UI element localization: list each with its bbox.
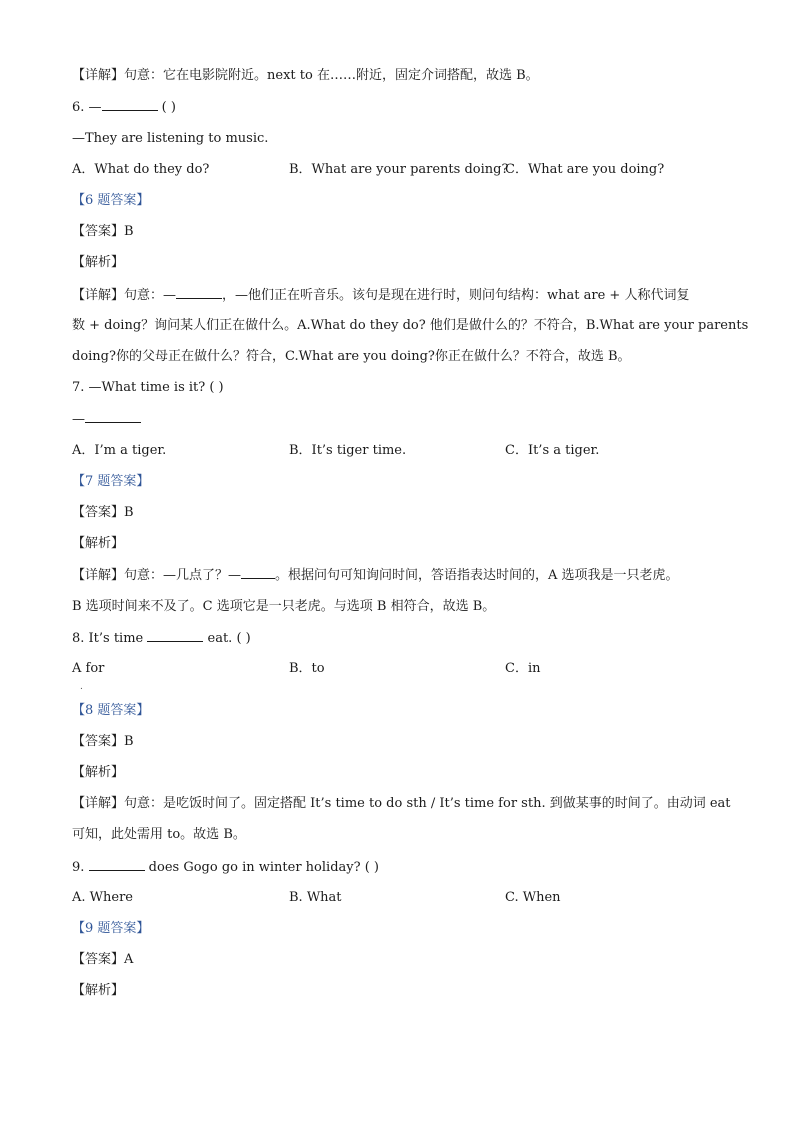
q9-stem-suffix: does Gogo go in winter holiday? ( ) [144, 860, 379, 875]
detail-text: 句意：是吃饭时间了。固定搭配 It’s time to do sth / It’s time for sth. 到做某事的时间了。由动词 eat [124, 796, 731, 811]
q7-response [72, 410, 729, 429]
q9-option-c: C. When [505, 890, 561, 905]
q9-analysis-label: 【解析】 [72, 983, 125, 998]
q6-option-c: C．What are you doing? [505, 162, 665, 177]
q8-option-c: C．in [505, 661, 541, 676]
q8-stem-suffix: eat. ( ) [203, 631, 251, 646]
detail-tag: 【详解】 [72, 796, 125, 811]
q6-option-b: B．What are your parents doing? [289, 162, 509, 177]
answer-blank [85, 410, 141, 423]
q6-stem [72, 98, 729, 117]
detail-text: ，—他们正在听音乐。该句是现在进行时，则问句结构：what are + 人称代词复 [222, 288, 690, 303]
q6-detail-line-1 [72, 286, 729, 305]
answer-blank [147, 629, 203, 642]
q7-option-a: A．I’m a tiger. [72, 443, 167, 458]
q8-answer: 【答案】B [72, 734, 134, 749]
detail-tag: 【详解】 [72, 568, 125, 583]
q9-option-a: A. Where [72, 890, 133, 905]
q9-stem [72, 858, 729, 877]
q9-answer: 【答案】A [72, 952, 134, 967]
detail-text: 。根据问句可知询问时间，答语指表达时间的，A 选项我是一只老虎。 [275, 568, 679, 583]
q8-stem-prefix: 8. It’s time [72, 631, 144, 646]
q7-response-prefix: — [72, 412, 85, 427]
q7-answer-heading: 【7 题答案】 [72, 474, 150, 489]
q6-answer-heading: 【6 题答案】 [72, 193, 150, 208]
q8-answer-heading: 【8 题答案】 [72, 703, 150, 718]
q9-stem-prefix: 9. [72, 860, 85, 875]
q5-detail-line [72, 67, 729, 85]
q7-analysis-label: 【解析】 [72, 536, 125, 551]
q6-detail-line-2: 数 + doing？询问某人们正在做什么。A.What do they do? 他们是做什么的？不符合，B.What are your parents [72, 318, 749, 333]
detail-tag: 【详解】 [72, 68, 125, 83]
q8-option-b: B．to [289, 661, 325, 676]
q7-detail-line-1 [72, 566, 729, 585]
q8-detail-line-2: 可知，此处需用 to。故选 B。 [72, 827, 246, 842]
q8-option-a: A for [72, 661, 105, 676]
q7-option-b: B．It’s tiger time. [289, 443, 407, 458]
q9-option-b: B. What [289, 890, 342, 905]
q7-stem: 7. —What time is it? ( ) [72, 380, 224, 395]
q8-stem [72, 629, 729, 648]
q6-detail-line-3: doing?你的父母正在做什么？符合，C.What are you doing?你正在做什么？不符合，故选 B。 [72, 349, 631, 364]
q6-stem-prefix: 6. — [72, 100, 102, 115]
q8-analysis-label: 【解析】 [72, 765, 125, 780]
q6-analysis-label: 【解析】 [72, 255, 125, 270]
q6-stem-paren: ( ) [157, 100, 176, 115]
q6-answer: 【答案】B [72, 224, 134, 239]
q7-detail-line-2: B 选项时间来不及了。C 选项它是一只老虎。与选项 B 相符合，故选 B。 [72, 599, 496, 614]
answer-blank [176, 286, 222, 299]
detail-text: 句意：—几点了？— [124, 568, 242, 583]
q9-answer-heading: 【9 题答案】 [72, 921, 150, 936]
detail-tag: 【详解】 [72, 288, 125, 303]
answer-blank [102, 98, 158, 111]
detail-text: 句意：— [124, 288, 177, 303]
q8-detail-line-1 [72, 795, 729, 813]
answer-blank [89, 858, 145, 871]
q6-response: —They are listening to music. [72, 131, 269, 146]
q6-option-a: A．What do they do? [72, 162, 210, 177]
stray-dot: . [80, 682, 83, 692]
q7-option-c: C．It’s a tiger. [505, 443, 600, 458]
detail-text: 句意：它在电影院附近。next to 在……附近，固定介词搭配，故选 B。 [124, 68, 539, 83]
answer-blank [241, 566, 275, 579]
q7-answer: 【答案】B [72, 505, 134, 520]
